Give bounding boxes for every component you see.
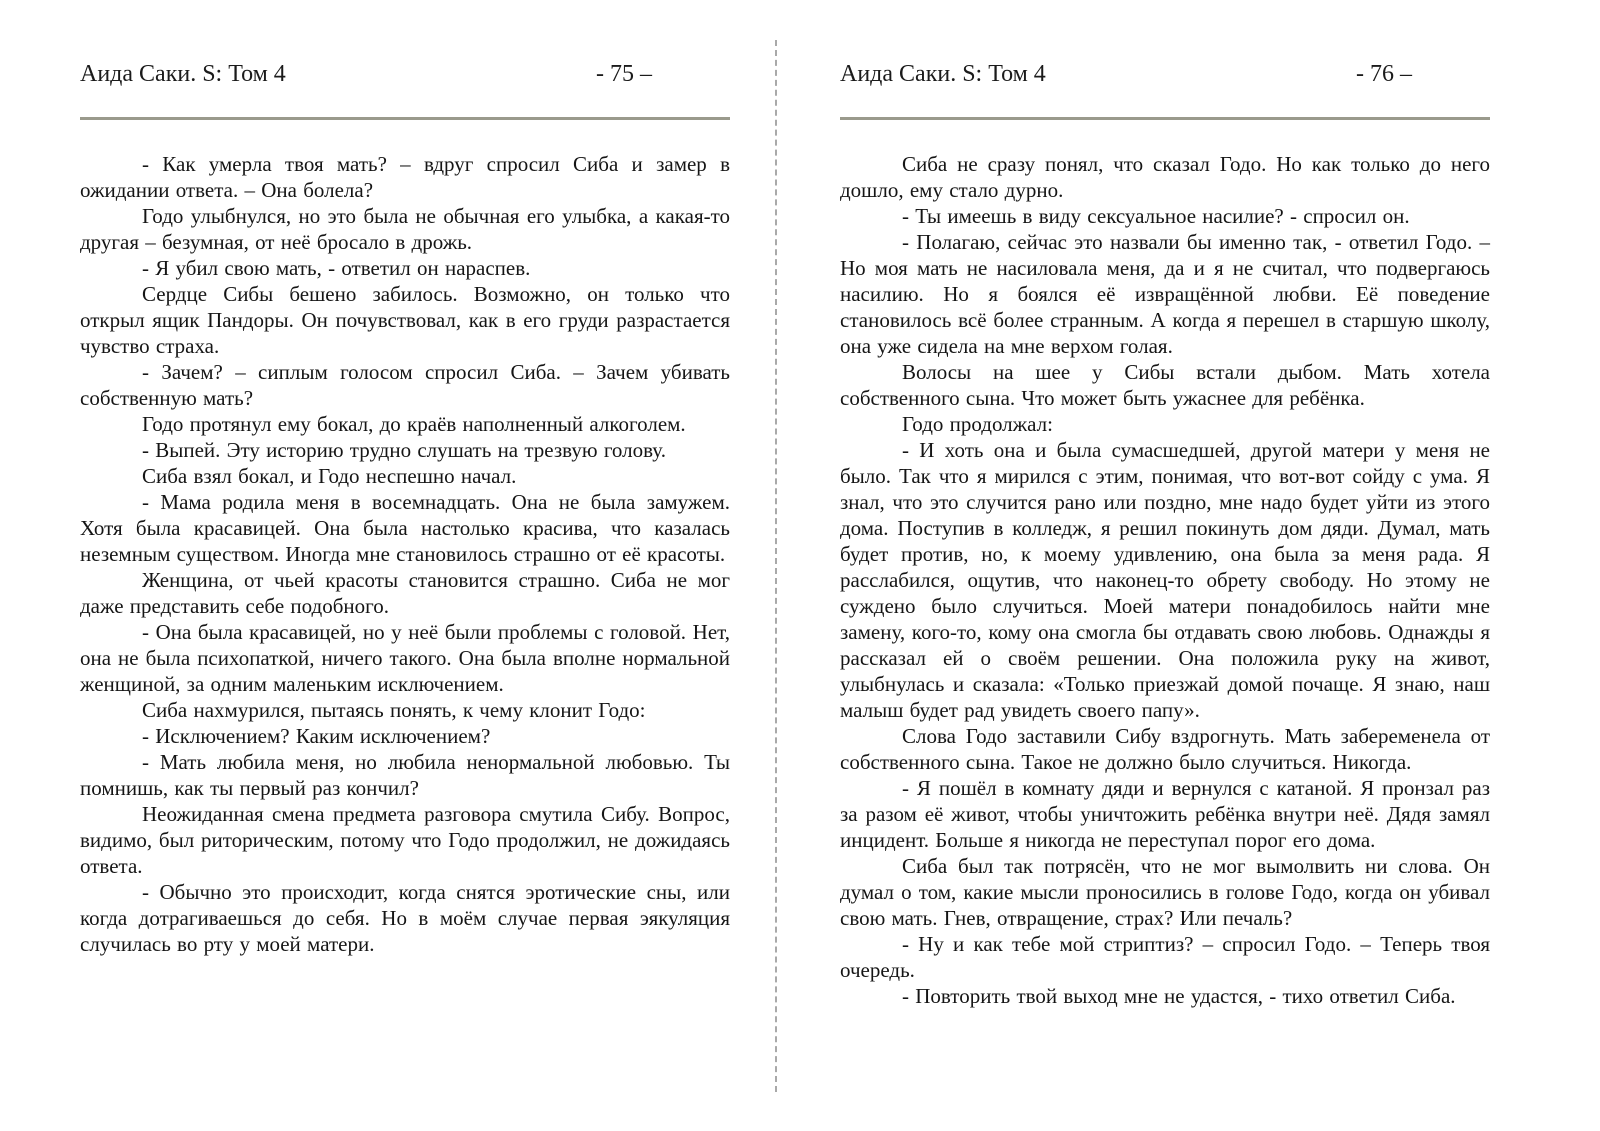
paragraph: - Я пошёл в комнату дяди и вернулся с катаной. Я пронзал раз за разом её живот, чтобы уничтожить ребёнка внутри неё. Дядя замял инцидент. Больше я никогда не переступал порог его дома. [840, 775, 1490, 852]
page-number: - 76 – [1356, 61, 1412, 87]
paragraph: - Ты имеешь в виду сексуальное насилие? - спросил он. [902, 203, 1410, 228]
paragraph: Годо улыбнулся, но это была не обычная его улыбка, а какая-то другая – безумная, от неё бросало в дрожь. [80, 203, 730, 254]
paragraph: Неожиданная смена предмета разговора смутила Сибу. Вопрос, видимо, был риторическим, потому что Годо продолжил, не дожидаясь ответа. [80, 801, 730, 878]
header-rule [840, 117, 1490, 120]
paragraph: - И хоть она и была сумасшедшей, другой матери у меня не было. Так что я мирился с этим, понимая, что вот-вот сойду с ума. Я знал, что это случится рано или поздно, мне надо будет уйти из этого дома. Поступив в колледж, я решил покинуть дом дяди. Думал, мать будет против, но, к моему удивлению, она была за меня рада. Я расслабился, ощутив, что наконец-то обрету свободу. Но этому не суждено было случиться. Моей матери понадобилось найти мне замену, кого-то, кому она смогла бы отдавать свою любовь. Однажды я рассказал ей о своём решении. Она положила руку на живот, улыбнулась и сказала: «Только приезжай домой почаще. Я знаю, наш малыш будет рад увидеть своего папу». [840, 437, 1490, 722]
paragraph: - Я убил свою мать, - ответил он нараспев. [142, 255, 531, 280]
page-header-right [840, 60, 1490, 89]
paragraph: Слова Годо заставили Сибу вздрогнуть. Мать забеременела от собственного сына. Такое не должно было случиться. Никогда. [840, 723, 1490, 774]
paragraph: - Как умерла твоя мать? – вдруг спросил Сиба и замер в ожидании ответа. – Она болела? [80, 151, 730, 202]
page-right [840, 0, 1490, 1009]
page-body-right [840, 151, 1490, 1009]
paragraph: Сиба нахмурился, пытаясь понять, к чему клонит Годо: [142, 697, 646, 722]
paragraph: Сиба был так потрясён, что не мог вымолвить ни слова. Он думал о том, какие мысли проносились в голове Годо, когда он убивал свою мать. Гнев, отвращение, страх? Или печаль? [840, 853, 1490, 930]
page-body-left [80, 151, 730, 957]
paragraph: - Зачем? – сиплым голосом спросил Сиба. – Зачем убивать собственную мать? [80, 359, 730, 410]
page-header-left [80, 60, 730, 89]
paragraph: - Мать любила меня, но любила ненормальной любовью. Ты помнишь, как ты первый раз кончил? [80, 749, 730, 800]
paragraph: Женщина, от чьей красоты становится страшно. Сиба не мог даже представить себе подобного. [80, 567, 730, 618]
paragraph: Сиба взял бокал, и Годо неспешно начал. [142, 463, 517, 488]
book-title: Аида Саки. S: Том 4 [80, 61, 286, 87]
paragraph: Годо протянул ему бокал, до краёв наполненный алкоголем. [142, 411, 686, 436]
paragraph: - Выпей. Эту историю трудно слушать на трезвую голову. [142, 437, 666, 462]
paragraph: Годо продолжал: [902, 411, 1053, 436]
paragraph: Сердце Сибы бешено забилось. Возможно, он только что открыл ящик Пандоры. Он почувствовал, как в его груди разрастается чувство страха. [80, 281, 730, 358]
paragraph: - Она была красавицей, но у неё были проблемы с головой. Нет, она не была психопаткой, ничего такого. Она была вполне нормальной женщиной, за одним маленьким исключением. [80, 619, 730, 696]
paragraph: - Полагаю, сейчас это назвали бы именно так, - ответил Годо. – Но моя мать не насиловала меня, да и я не считал, что подвергаюсь насилию. Но я боялся её извращённой любви. Её поведение становилось всё более странным. А когда я перешел в старшую школу, она уже сидела на мне верхом голая. [840, 229, 1490, 358]
page-divider [775, 40, 777, 1092]
paragraph: - Ну и как тебе мой стриптиз? – спросил Годо. – Теперь твоя очередь. [840, 931, 1490, 982]
page-number: - 75 – [596, 61, 652, 87]
paragraph: Сиба не сразу понял, что сказал Годо. Но как только до него дошло, ему стало дурно. [840, 151, 1490, 202]
paragraph: Волосы на шее у Сибы встали дыбом. Мать хотела собственного сына. Что может быть ужаснее для ребёнка. [840, 359, 1490, 410]
book-title: Аида Саки. S: Том 4 [840, 61, 1046, 87]
page-left [80, 0, 730, 957]
paragraph: - Обычно это происходит, когда снятся эротические сны, или когда дотрагиваешься до себя. Но в моём случае первая эякуляция случилась во рту у моей матери. [80, 879, 730, 956]
header-rule [80, 117, 730, 120]
paragraph: - Исключением? Каким исключением? [142, 723, 491, 748]
paragraph: - Мама родила меня в восемнадцать. Она не была замужем. Хотя была красавицей. Она была настолько красива, что казалась неземным существом. Иногда мне становилось страшно от её красоты. [80, 489, 730, 566]
paragraph: - Повторить твой выход мне не удастся, - тихо ответил Сиба. [902, 983, 1456, 1008]
